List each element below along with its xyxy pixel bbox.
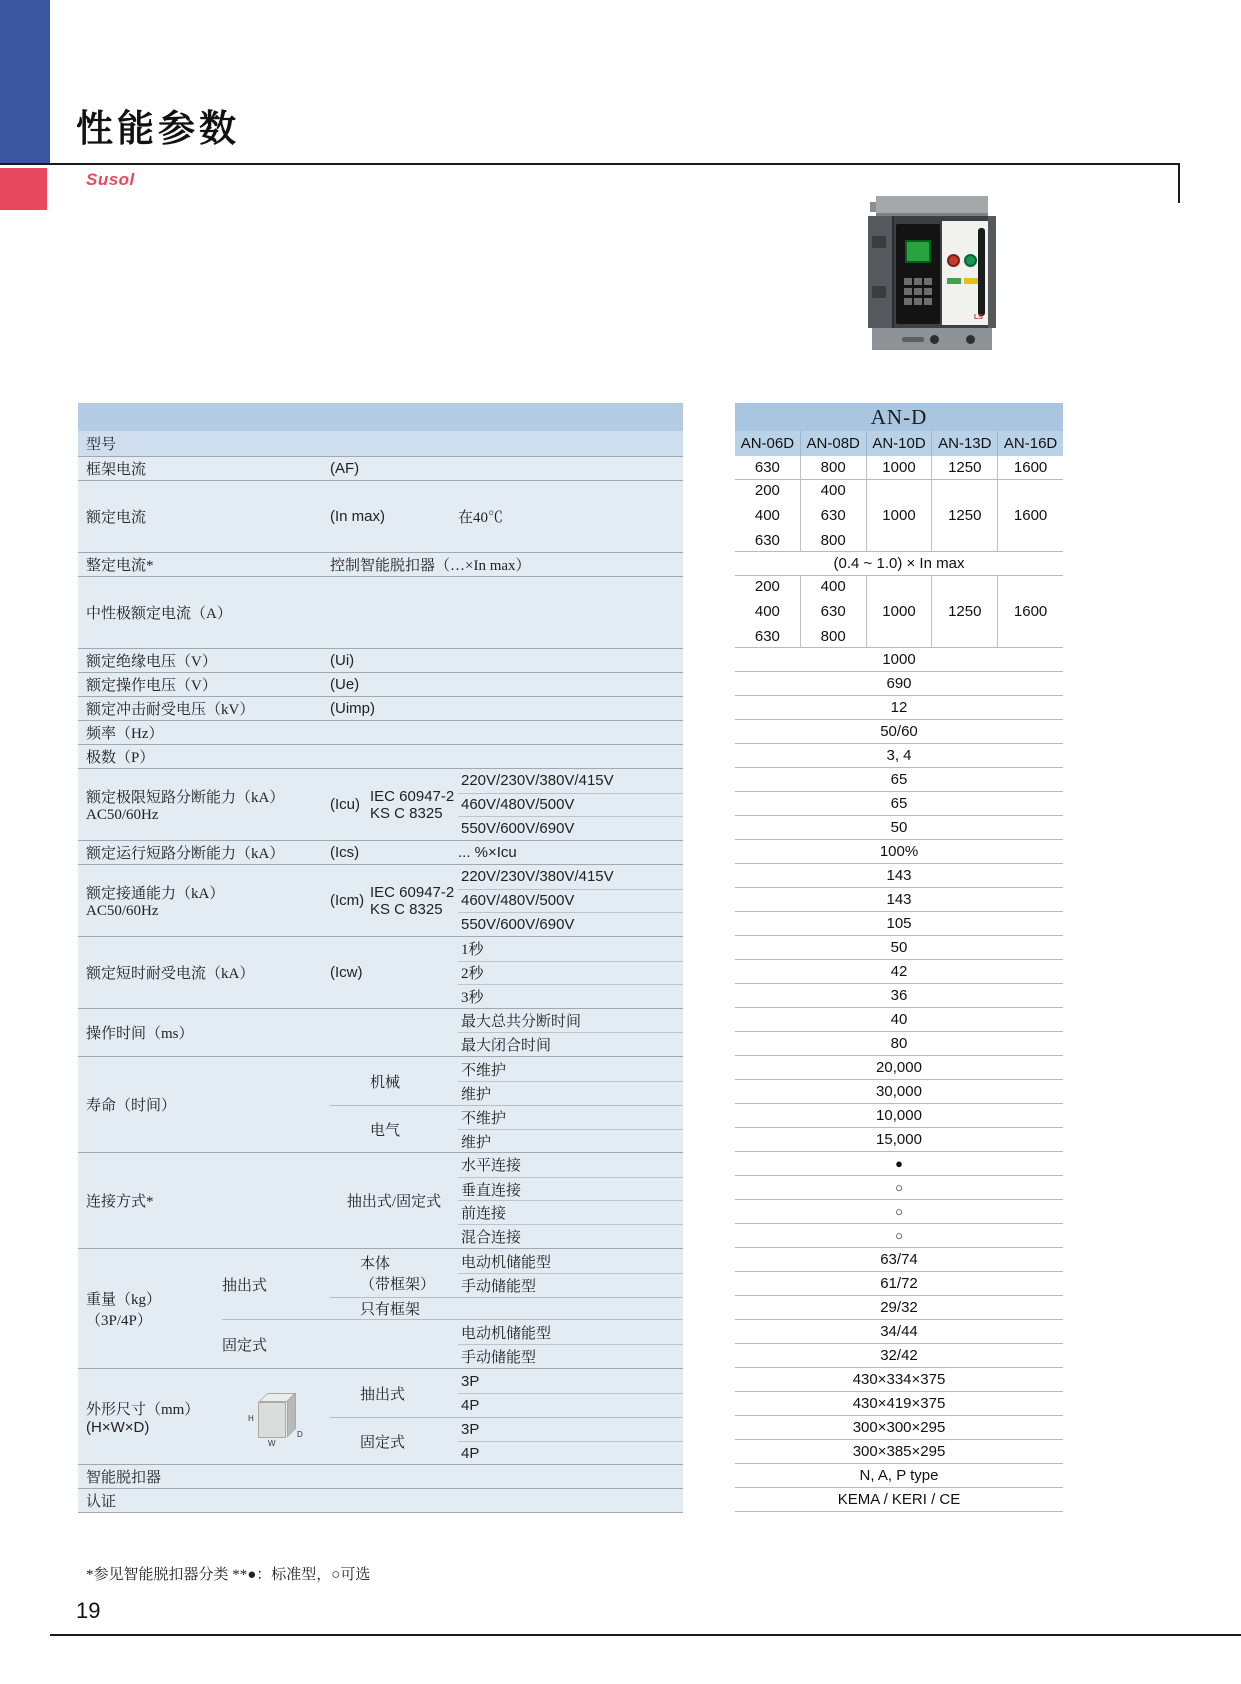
- breaker-lug: [870, 202, 876, 212]
- model-label: 型号: [86, 437, 117, 453]
- corner-red-block: [0, 168, 47, 210]
- values-close-time: 80: [735, 1032, 1063, 1056]
- status-label-yellow: [964, 278, 978, 284]
- breaker-left-frame: [868, 216, 894, 328]
- values-frequency: 50/60: [735, 720, 1063, 744]
- values-ui: 1000: [735, 648, 1063, 672]
- values-conn-horizontal: ●: [735, 1152, 1063, 1176]
- row-trip-unit: 智能脱扣器: [78, 1464, 683, 1488]
- values-rated-current: 200 400 630 400 630 800 1000 1250 1600: [735, 480, 1063, 552]
- title-rule-end-tick: [1178, 165, 1180, 203]
- row-setting-current: 整定电流* 控制智能脱扣器（…×In max）: [78, 552, 683, 576]
- breaker-hinge: [872, 236, 886, 248]
- row-neutral-current: 中性极额定电流（A）: [78, 576, 683, 648]
- values-life-mech-maint: 30,000: [735, 1080, 1063, 1104]
- row-frequency: 频率（Hz）: [78, 720, 683, 744]
- values-weight-frame-only: 29/32: [735, 1296, 1063, 1320]
- values-ics: 100%: [735, 840, 1063, 864]
- footnote: *参见智能脱扣器分类 **●：标准型，○可选: [86, 1567, 371, 1583]
- model-header-row: [735, 431, 1063, 456]
- row-icm: 额定接通能力（kA） AC50/60Hz (Icm) IEC 60947-2 KS C 8325 220V/230V/380V/415V 460V/480V/500V 550V/600V/690V: [78, 864, 683, 936]
- model-an13d: AN-13D: [932, 431, 998, 456]
- row-impulse-voltage: 额定冲击耐受电压（kV） (Uimp): [78, 696, 683, 720]
- ls-logo: LS: [974, 314, 983, 321]
- values-icw-1s: 50: [735, 936, 1063, 960]
- model-an16d: AN-16D: [1003, 435, 1058, 452]
- spec-values-table: [735, 403, 1063, 1512]
- off-button: [947, 254, 960, 267]
- values-dims-fixed-4p: 300×385×295: [735, 1440, 1063, 1464]
- row-life: 寿命（时间） 机械 不维护 维护 电气 不维护 维护: [78, 1056, 683, 1152]
- row-icw: 额定短时耐受电流（kA） (Icw) 1秒 2秒 3秒: [78, 936, 683, 1008]
- values-frame-current: 630 800 1000 1250 1600: [735, 456, 1063, 480]
- spec-labels-table: [78, 403, 683, 1513]
- charging-handle: [978, 228, 985, 316]
- values-icw-2s: 42: [735, 960, 1063, 984]
- breaker-hinge: [872, 286, 886, 298]
- breaker-right-frame: [988, 216, 996, 328]
- values-dims-fixed-3p: 300×300×295: [735, 1416, 1063, 1440]
- model-an10d: AN-10D: [867, 431, 933, 456]
- values-icm-3: 105: [735, 912, 1063, 936]
- values-icu-3: 50: [735, 816, 1063, 840]
- values-conn-vertical: ○: [735, 1176, 1063, 1200]
- values-life-elec-maint: 15,000: [735, 1128, 1063, 1152]
- row-connection: 连接方式* 抽出式/固定式 水平连接 垂直连接 前连接 混合连接: [78, 1152, 683, 1248]
- values-trip-unit: N, A, P type: [735, 1464, 1063, 1488]
- row-rated-current: 额定电流 (In max) 在40℃: [78, 480, 683, 552]
- model-an08d: AN-08D: [801, 431, 867, 456]
- status-label-green: [947, 278, 961, 284]
- row-model: [78, 431, 683, 456]
- breaker-port: [966, 335, 975, 344]
- values-icu-1: 65: [735, 768, 1063, 792]
- footer-rule: [50, 1634, 1241, 1636]
- values-dims-draw-3p: 430×334×375: [735, 1368, 1063, 1392]
- row-certification: 认证: [78, 1488, 683, 1512]
- values-certification: KEMA / KERI / CE: [735, 1488, 1063, 1512]
- title-rule: [0, 163, 1180, 165]
- values-life-mech-nomaint: 20,000: [735, 1056, 1063, 1080]
- breaker-top-cap: [876, 196, 988, 216]
- corner-blue-block: [0, 0, 50, 165]
- series-header: AN-D: [735, 403, 1063, 431]
- values-break-time: 40: [735, 1008, 1063, 1032]
- row-insulation-voltage: 额定绝缘电压（V） (Ui): [78, 648, 683, 672]
- row-operation-time: 操作时间（ms） 最大总共分断时间 最大闭合时间: [78, 1008, 683, 1056]
- model-an06d: AN-06D: [735, 431, 801, 456]
- values-ue: 690: [735, 672, 1063, 696]
- values-weight-fixed-motor: 34/44: [735, 1320, 1063, 1344]
- lcd-display: [905, 240, 931, 263]
- values-conn-mixed: ○: [735, 1224, 1063, 1248]
- brand-logo: Susol: [86, 170, 135, 189]
- values-setting-current: (0.4 ~ 1.0) × In max: [735, 552, 1063, 576]
- values-weight-draw-motor: 63/74: [735, 1248, 1063, 1272]
- values-dims-draw-4p: 430×419×375: [735, 1392, 1063, 1416]
- product-photo: [868, 196, 996, 350]
- values-poles: 3, 4: [735, 744, 1063, 768]
- breaker-slot: [902, 337, 924, 342]
- row-icu: 额定极限短路分断能力（kA） AC50/60Hz (Icu) IEC 60947-2 KS C 8325 220V/230V/380V/415V 460V/480V/500V 550V/600V/690V: [78, 768, 683, 840]
- values-icu-2: 65: [735, 792, 1063, 816]
- row-ics: 额定运行短路分断能力（kA） (Ics) ... %×Icu: [78, 840, 683, 864]
- dimension-cuboid-icon: H W D: [250, 1388, 302, 1446]
- values-weight-fixed-manual: 32/42: [735, 1344, 1063, 1368]
- values-icm-1: 143: [735, 864, 1063, 888]
- values-icw-3s: 36: [735, 984, 1063, 1008]
- on-button: [964, 254, 977, 267]
- row-frame-current: 框架电流 (AF): [78, 456, 683, 480]
- trip-unit-keypad: [902, 276, 935, 308]
- values-neutral-current: 200 400 630 400 630 800 1000 1250 1600: [735, 576, 1063, 648]
- trip-unit: [896, 224, 940, 324]
- values-conn-front: ○: [735, 1200, 1063, 1224]
- breaker-port: [930, 335, 939, 344]
- labels-header-blank: [78, 403, 683, 431]
- values-uimp: 12: [735, 696, 1063, 720]
- values-weight-draw-manual: 61/72: [735, 1272, 1063, 1296]
- row-poles: 极数（P）: [78, 744, 683, 768]
- page-title: 性能参数: [76, 108, 240, 149]
- row-dimensions: 外形尺寸（mm） (H×W×D) H W D 抽出式 3P 4P 固定式 3P 4P: [78, 1368, 683, 1464]
- row-weight: 重量（kg） （3P/4P） 抽出式 本体 （带框架） 电动机储能型 手动储能型 只有框架 固定式 电动机储能型 手动储能型: [78, 1248, 683, 1368]
- page-number: 19: [76, 1598, 101, 1623]
- values-life-elec-nomaint: 10,000: [735, 1104, 1063, 1128]
- row-operational-voltage: 额定操作电压（V） (Ue): [78, 672, 683, 696]
- values-icm-2: 143: [735, 888, 1063, 912]
